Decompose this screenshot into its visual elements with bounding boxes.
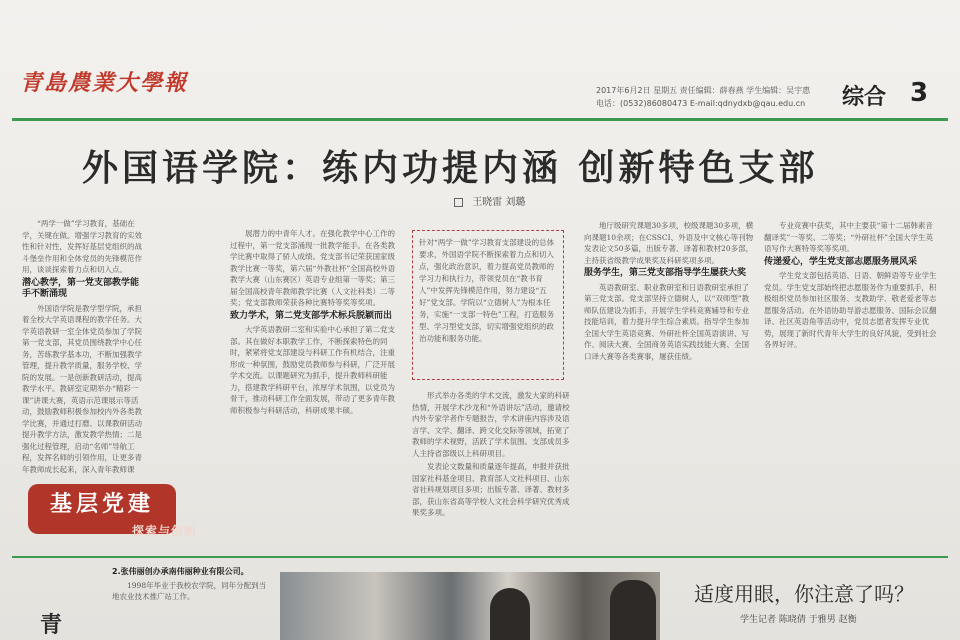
second-article-byline: 学生记者 陈晓倩 于雅男 赵衡 bbox=[740, 615, 857, 625]
subhead-teaching: 潜心教学，第一党支部教学能手不断涌现 bbox=[22, 277, 140, 299]
publication-info bbox=[596, 84, 810, 110]
column-3-body-mid: 发表论文数量和质量逐年提高，申报并获批国家社科基金项目、教育部人文社科项目、山东省社科规划项目多项；出版专著、译著、教材多部，获山东省高等学校人文社会科学研究优秀成果奖多项。 bbox=[412, 462, 570, 517]
pull-quote-text: 针对“两学一做”学习教育支部建设的总体要求，外国语学院不断探索着力点和切入点，强化政治意识，着力提高党员教师的学习力和执行力，带领党员在“教书育人”中发挥先锋模范作用，努力建设“五好”党支部。学院以“立德树人”为根本任务，实施“一支部一特色”工程，打造服务型、学习型党支部，切实增强党组织的政治功能和服务功能。 bbox=[419, 238, 555, 343]
bottom-left-heading: 青 bbox=[40, 613, 63, 638]
photo-person bbox=[610, 580, 656, 640]
section-name: 综合 bbox=[842, 85, 887, 110]
photo-person bbox=[490, 588, 530, 640]
byline-square-icon bbox=[454, 198, 463, 207]
date-line: 2017年6月2日 星期五 责任编辑：薛春燕 学生编辑：吴宇惠 bbox=[596, 86, 811, 95]
column-1 bbox=[22, 218, 142, 476]
column-1-body: 外国语学院是教学型学院，承担着全校大学英语课程的教学任务。大学英语教研一室全体党员参加了学院第一党支部，其党员围绕教学中心任务，苦练教学基本功，不断加强教学管理，提升教学质量，服务学校、学院的发展。一是创新教研活动，提高教学水平。教研室定期举办“精彩一课”讲课大赛，英语示范课展示等活动，鼓励教师积极参加校内外各类教学比赛，并通过打磨、以课教研活动提升教学方法，激发教学热情；二是强化过程管理，启动“名师”导航工程，发挥名师的引领作用，让更多青年教师成长起来，深入青年教师课 bbox=[22, 303, 142, 474]
subhead-research: 致力学术，第二党支部学术标兵脱颖而出 bbox=[230, 310, 393, 321]
bottom-column-body: 1998年毕业于我校农学院，同年分配到当地农业技术推广站工作。 bbox=[112, 580, 267, 601]
page-number: 3 bbox=[910, 78, 929, 108]
pull-quote-box bbox=[412, 230, 564, 380]
column-2 bbox=[230, 228, 398, 540]
column-4-body: 英语教研室、职业教研室和日语教研室承担了第三党支部。党支部坚持立德树人，以“双师型”教师队伍建设为抓手，开展学生学科竞赛辅导和专业技能培训，着力提升学生综合素质。指导学生参加全国大学生英语竞赛、外研社杯全国英语演讲、写作、阅读大赛、全国商务英语实践技能大赛、全国口译大赛等各类赛事，屡获佳绩。 bbox=[584, 282, 750, 361]
party-building-badge: 基层党建 bbox=[28, 484, 176, 534]
column-4 bbox=[584, 220, 754, 550]
byline-text: 王晓雷 刘璐 bbox=[472, 197, 526, 208]
article-byline bbox=[454, 193, 525, 208]
column-4-body-top: 地厅级研究课题30多项，校级课题30多项，横向课题10余项；在CSSCI、外语及中文核心等刊物发表论文50多篇，出版专著、译著和教材20多部，主持获省级教学成果奖及科研奖项多项。 bbox=[584, 221, 754, 265]
column-3 bbox=[412, 390, 572, 550]
badge-subtitle: 探索与创新 bbox=[132, 524, 198, 538]
column-1-intro: “两学一做”学习教育，基础在学，关键在做。增强学习教育的实效性和针对性，发挥好基层党组织的战斗堡垒作用和全体党员的先锋模范作用，谈谈探索着力点和切入点。 bbox=[22, 219, 142, 274]
column-5-body: 学生党支部包括英语、日语、朝鲜语等专业学生党员。学生党支部始终把志愿服务作为重要抓手，积极组织党员参加社区服务、支教助学、敬老爱老等志愿服务活动。在外语协助导游志愿服务、国际会议翻译、社区英语角等活动中，党员志愿者发挥专业优势，展现了新时代青年大学生的良好风貌，受到社会各界好评。 bbox=[764, 271, 937, 349]
subhead-volunteer: 传递爱心，学生党支部志愿服务展风采 bbox=[764, 256, 918, 267]
bottom-column bbox=[112, 566, 272, 640]
masthead-logo: 青島農業大學報 bbox=[20, 70, 189, 96]
column-5-body-top: 专业竞赛中获奖，其中主要获“第十二届韩素音翻译奖”一等奖、二等奖；“外研社杯”全国大学生英语写作大赛特等奖等奖项。 bbox=[764, 221, 934, 253]
second-article-headline: 适度用眼，你注意了吗？ bbox=[694, 582, 914, 606]
column-3-body-top: 形式举办各类的学术交流，激发大家的科研热情，开展学术沙龙和“外语讲坛”活动，邀请校内外专家学者作专题报告，学术讲座内容涉及语言学、文学、翻译、跨文化交际等领域，拓宽了教师的学术视野，活跃了学术氛围。支部成员多人主持省部级以上科研项目。 bbox=[412, 391, 570, 458]
article-headline: 外国语学院：练内功提内涵 创新特色支部 bbox=[82, 148, 819, 189]
bottom-rule bbox=[12, 556, 948, 558]
subhead-students: 服务学生，第三党支部指导学生屡获大奖 bbox=[584, 268, 747, 278]
contact-line: 电话：(0532)86080473 E-mail:qdnydxb@qau.edu.cn bbox=[596, 99, 806, 108]
column-2-body: 大学英语教研二室和实验中心承担了第二党支部。其在做好本职教学工作，不断探索特色的同时，紧紧将党支部建设与科研工作有机结合，注重形成一种氛围，鼓励党员教师参与科研，广泛开展学术交流。以课题研究为抓手，提升教师科研能力，搭建教学科研平台，浓厚学术氛围，以党员为骨干，推动科研工作全面发展，带动了更多青年教师积极参与科研活动，科研成果丰硕。 bbox=[230, 325, 395, 415]
bottom-column-intro: 2.张伟丽创办承南伟丽种业有限公司。 bbox=[112, 567, 249, 576]
column-5 bbox=[764, 220, 940, 550]
news-photo bbox=[280, 572, 660, 640]
masthead-rule bbox=[12, 118, 948, 121]
column-2-body-top: 展潜力的中青年人才。在强化教学中心工作的过程中，第一党支部涌现一批教学能手。在各类教学比赛中取得了骄人成绩。党支部书记荣获国家级教学比赛一等奖，第六届“外教社杯”全国高校外语教学大赛（山东赛区）英语专业组第一等奖；第三届全国高校青年教师教学比赛（人文社科类）二等奖；党支部教师荣获各种比赛特等奖等奖项。 bbox=[230, 229, 396, 307]
